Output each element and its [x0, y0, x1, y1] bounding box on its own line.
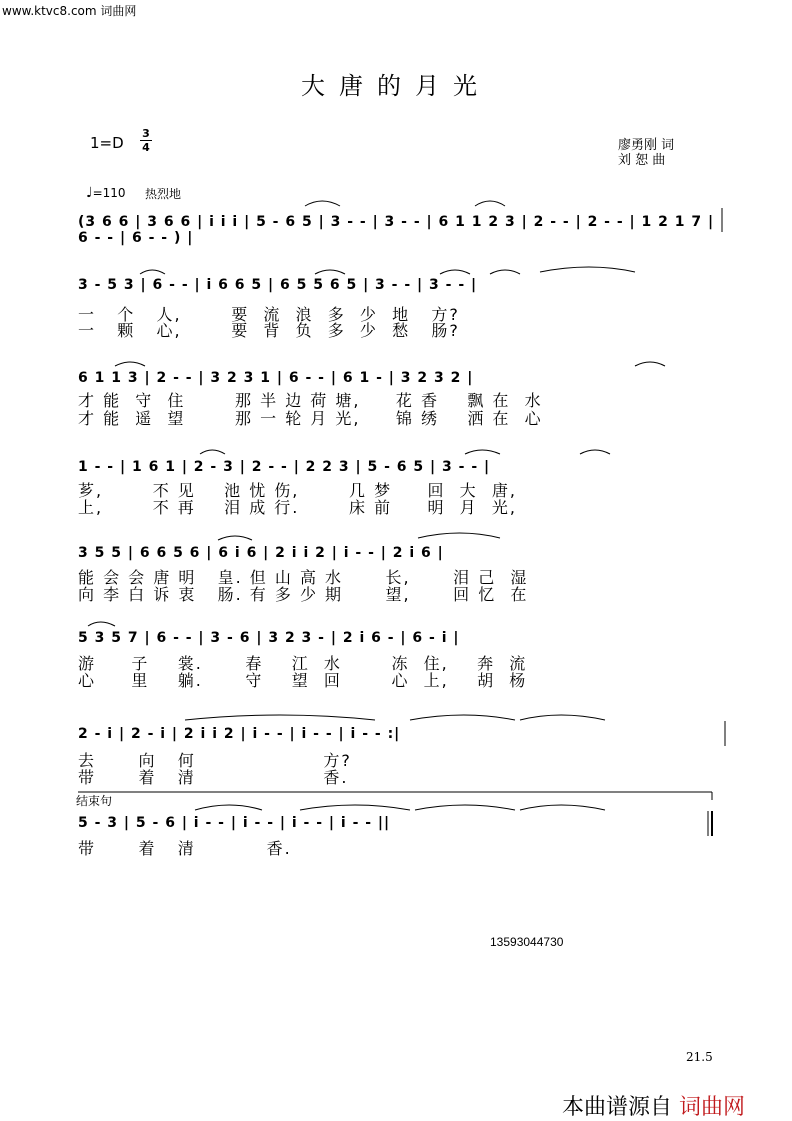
watermark-top: www.ktvc8.com 词曲网 [2, 4, 137, 18]
lyrics-verse-2: 向 李 白 诉 衷 肠. 有 多 少 期 望, 回 忆 在 [78, 585, 529, 604]
lyrics-verse-2: 带 着 清 香. [78, 768, 349, 787]
lyrics-verse-2: 上, 不 再 泪 成 行. 床 前 明 月 光, [78, 498, 517, 517]
key-signature: 1=D [90, 134, 124, 152]
notation-line-4: 3 5 5 | 6 6 5 6 | 6 i 6 | 2 i i 2 | i - - | 2 i 6 | [78, 545, 444, 561]
notation-line-2: 6 1 1 3 | 2 - - | 3 2 3 1 | 6 - - | 6 1 - | 3 2 3 2 | [78, 370, 474, 386]
page-number: 21.5 [686, 1050, 713, 1064]
time-signature-top: 3 [142, 127, 150, 140]
composer-credit: 刘 恕 曲 [618, 153, 666, 168]
watermark-site: 词曲网 [679, 1095, 746, 1120]
watermark-bottom [562, 1090, 745, 1121]
lyrics-verse-1: 一 个 人, 要 流 浪 多 少 地 方? [78, 305, 460, 324]
notation-line-1: 3 - 5 3 | 6 - - | i 6 6 5 | 6 5 5 6 5 | 3 - - | 3 - - | [78, 277, 478, 293]
lyrics-verse-2: 心 里 躺. 守 望 回 心 上, 胡 杨 [78, 671, 528, 690]
notation-line-intro: (3 6 6 | 3 6 6 | i i i | 5 - 6 5 | 3 - - | 3 - - | 6 1 1 2 3 | 2 - - | 2 - - | 1 2 1 7 | 6 - - | 6 - - ) | [78, 214, 715, 246]
lyrics-verse-1: 能 会 会 唐 明 皇. 但 山 高 水 长, 泪 己 湿 [78, 568, 529, 587]
lyrics-verse-1: 芗, 不 见 池 忧 伤, 几 梦 回 大 唐, [78, 481, 517, 500]
notation-line-6: 2 - i | 2 - i | 2 i i 2 | i - - | i - - | i - - :| [78, 726, 401, 742]
tempo-value: =110 [92, 186, 126, 200]
notation-line-3: 1 - - | 1 6 1 | 2 - 3 | 2 - - | 2 2 3 | 5 - 6 5 | 3 - - | [78, 459, 491, 475]
notation-line-5: 5 3 5 7 | 6 - - | 3 - 6 | 3 2 3 - | 2 i 6 - | 6 - i | [78, 630, 460, 646]
lyrics-verse-1: 去 向 何 方? [78, 751, 352, 770]
phone-number: 13593044730 [490, 935, 564, 949]
song-title: 大唐的月光 [301, 72, 491, 100]
time-signature-bottom: 4 [142, 141, 150, 154]
lyrics-ending: 带 着 清 香. [78, 839, 292, 858]
quarter-note-icon: ♩ [86, 185, 93, 201]
lyrics-verse-1: 才 能 守 住 那 半 边 荷 塘, 花 香 飘 在 水 [78, 391, 543, 410]
ending-label: 结束句 [76, 794, 113, 808]
lyricist-credit: 廖勇刚 词 [618, 138, 675, 153]
watermark-prefix: 本曲谱源自 [562, 1095, 673, 1120]
lyrics-verse-2: 才 能 遥 望 那 一 轮 月 光, 锦 绣 洒 在 心 [78, 409, 543, 428]
expression-marking: 热烈地 [145, 187, 182, 201]
notation-line-ending: 5 - 3 | 5 - 6 | i - - | i - - | i - - | i - - || [78, 815, 391, 831]
lyrics-verse-1: 游 子 裳. 春 江 水 冻 住, 奔 流 [78, 654, 528, 673]
lyrics-verse-2: 一 颗 心, 要 背 负 多 少 愁 肠? [78, 321, 460, 340]
